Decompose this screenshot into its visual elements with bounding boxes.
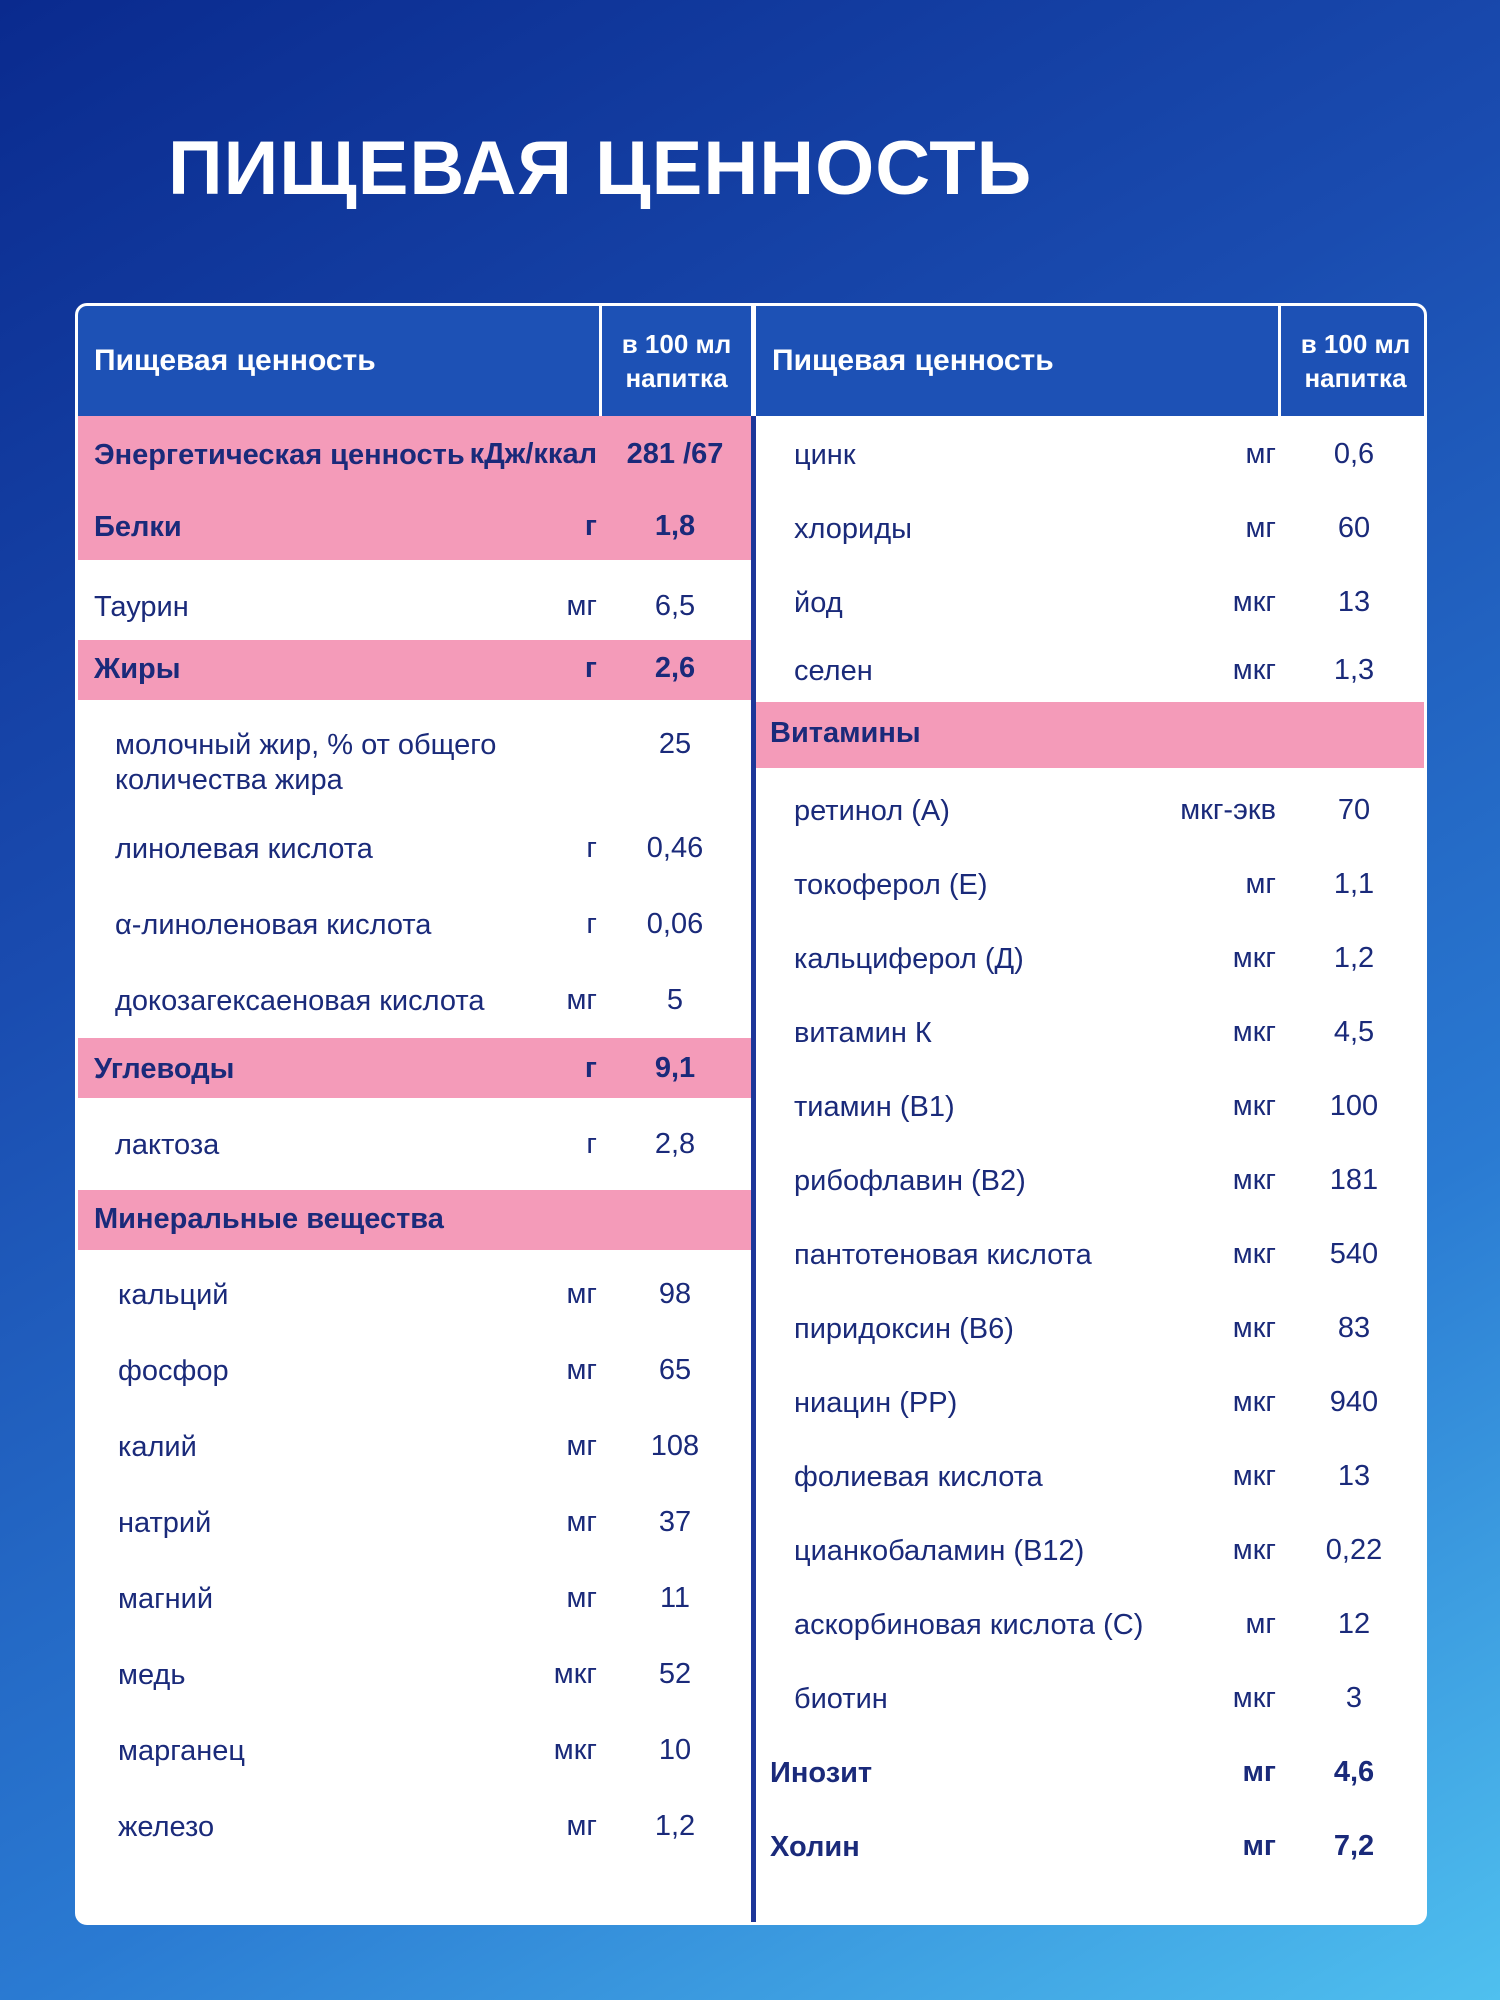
nutrient-value: 60 [1337,512,1371,544]
nutrient-unit: мг [566,1810,597,1842]
nutrient-value: 1,2 [1333,942,1375,974]
nutrient-name: хлориды [794,513,912,545]
right-header-name: Пищевая ценность [772,344,1054,377]
nutrient-unit: мкг-экв [1180,794,1276,826]
nutrient-name: селен [794,655,873,687]
right-row-13 [756,1360,1427,1434]
nutrient-name: цинк [794,439,856,471]
nutrient-unit: мг [566,1354,597,1386]
nutrient-value: 98 [658,1278,692,1310]
nutrient-unit: мкг [1232,1534,1276,1566]
nutrient-unit: мкг [1232,1312,1276,1344]
left-row-0 [78,416,751,488]
nutrient-name: Минеральные вещества [94,1203,444,1235]
nutrient-name: марганец [118,1735,246,1767]
nutrient-name: фолиевая кислота [794,1461,1043,1493]
nutrient-name: пиридоксин (В6) [794,1313,1014,1345]
nutrient-value: 7,2 [1333,1830,1375,1862]
right-row-5 [756,768,1427,842]
left-column [78,306,751,1922]
right-row-3 [756,638,1427,702]
nutrient-name: медь [118,1659,186,1691]
left-row-3 [78,640,751,700]
left-row-17 [78,1706,751,1782]
nutrient-name: цианкобаламин (В12) [794,1535,1085,1567]
right-row-9 [756,1064,1427,1138]
nutrient-value: 25 [658,728,692,760]
right-row-16 [756,1582,1427,1656]
right-header [756,306,1427,416]
nutrient-unit: мкг [1232,1386,1276,1418]
nutrient-name: пантотеновая кислота [794,1239,1092,1271]
nutrient-unit: г [586,1128,597,1160]
left-row-1 [78,488,751,560]
nutrient-value: 1,8 [654,510,696,542]
nutrient-value: 4,6 [1333,1756,1375,1788]
right-row-18 [756,1730,1427,1804]
nutrient-unit: г [586,832,597,864]
nutrient-value: 2,6 [654,652,696,684]
left-row-12 [78,1326,751,1402]
nutrient-unit: мкг [1232,1164,1276,1196]
right-row-17 [756,1656,1427,1730]
nutrient-value: 13 [1337,1460,1371,1492]
right-row-6 [756,842,1427,916]
nutrient-value: 1,3 [1333,654,1375,686]
nutrient-unit: г [586,908,597,940]
nutrient-name: аскорбиновая кислота (С) [794,1609,1144,1641]
nutrient-unit: мг [1245,512,1276,544]
right-row-19 [756,1804,1427,1878]
nutrient-value: 3 [1345,1682,1363,1714]
nutrient-unit: мг [566,984,597,1016]
nutrient-value: 70 [1337,794,1371,826]
nutrient-name: Таурин [94,591,189,623]
nutrient-value: 52 [658,1658,692,1690]
nutrient-name: Витамины [770,717,921,749]
nutrient-name: кальций [118,1279,229,1311]
nutrient-name: натрий [118,1507,212,1539]
nutrient-value: 13 [1337,586,1371,618]
nutrient-value: 940 [1329,1386,1379,1418]
nutrient-value: 11 [659,1582,691,1614]
nutrient-unit: мг [566,1430,597,1462]
left-row-10 [78,1190,751,1250]
nutrient-name: Холин [770,1831,860,1863]
nutrient-value: 100 [1329,1090,1379,1122]
nutrient-name: витамин К [794,1017,932,1049]
nutrient-value: 0,46 [646,832,704,864]
nutrient-unit: кДж/ккал [469,438,597,470]
nutrient-value: 108 [650,1430,700,1462]
nutrient-value: 1,2 [654,1810,696,1842]
right-row-8 [756,990,1427,1064]
nutrient-name: йод [794,587,843,619]
nutrient-value: 1,1 [1333,868,1375,900]
nutrient-name: Энергетическая ценность [94,439,465,471]
nutrient-unit: мкг [1232,1682,1276,1714]
right-row-10 [756,1138,1427,1212]
nutrient-unit: мг [1242,1830,1276,1862]
page-title: ПИЩЕВАЯ ЦЕННОСТЬ [168,126,1033,211]
right-row-11 [756,1212,1427,1286]
left-row-15 [78,1554,751,1630]
nutrient-value: 6,5 [654,590,696,622]
nutrient-name: железо [118,1811,215,1843]
left-header-name: Пищевая ценность [94,344,376,377]
nutrient-name: докозагексаеновая кислота [115,985,485,1017]
nutrient-value: 65 [658,1354,692,1386]
nutrient-name: ниацин (РР) [794,1387,958,1419]
nutrient-unit: мг [566,1506,597,1538]
right-row-4 [756,702,1427,768]
left-row-16 [78,1630,751,1706]
nutrient-value: 83 [1337,1312,1371,1344]
nutrient-name: биотин [794,1683,888,1715]
nutrient-unit: г [584,1052,597,1084]
nutrient-value: 12 [1337,1608,1371,1640]
nutrient-name: токоферол (Е) [794,869,988,901]
left-row-14 [78,1478,751,1554]
nutrient-value: 4,5 [1333,1016,1375,1048]
nutrient-unit: мг [1242,1756,1276,1788]
nutrient-name: Белки [94,511,182,543]
nutrient-value: 0,06 [646,908,704,940]
nutrient-name: рибофлавин (В2) [794,1165,1026,1197]
nutrient-name: фосфор [118,1355,229,1387]
nutrient-name: молочный жир, % от общего количества жира [115,729,497,796]
left-header [78,306,751,416]
right-header-unit: в 100 мл напитка [1278,306,1427,416]
nutrition-table [75,303,1427,1925]
nutrient-unit: мг [1245,1608,1276,1640]
nutrient-name: Жиры [94,653,181,685]
right-row-1 [756,490,1427,564]
nutrient-value: 540 [1329,1238,1379,1270]
right-row-12 [756,1286,1427,1360]
nutrient-value: 5 [666,984,684,1016]
nutrient-unit: мкг [1232,1016,1276,1048]
nutrient-unit: мкг [1232,1238,1276,1270]
left-row-8 [78,1038,751,1098]
nutrient-unit: мг [1245,868,1276,900]
left-row-5 [78,810,751,886]
left-row-13 [78,1402,751,1478]
nutrient-unit: мг [566,1278,597,1310]
left-header-unit: в 100 мл напитка [599,306,751,416]
left-row-18 [78,1782,751,1858]
left-row-7 [78,962,751,1038]
right-row-14 [756,1434,1427,1508]
left-row-11 [78,1250,751,1326]
right-row-0 [756,416,1427,490]
nutrient-name: тиамин (В1) [794,1091,955,1123]
nutrient-name: Инозит [770,1757,873,1789]
nutrient-unit: мкг [1232,1460,1276,1492]
nutrient-name: калий [118,1431,197,1463]
left-row-2 [78,560,751,640]
nutrient-unit: мг [566,590,597,622]
right-column [756,306,1427,1922]
nutrient-value: 181 [1329,1164,1379,1196]
nutrient-value: 2,8 [654,1128,696,1160]
nutrient-value: 0,22 [1325,1534,1383,1566]
left-row-4 [78,700,751,810]
nutrient-name: кальциферол (Д) [794,943,1024,975]
right-row-2 [756,564,1427,638]
nutrient-unit: мкг [1232,942,1276,974]
nutrient-name: линолевая кислота [115,833,373,865]
nutrient-value: 9,1 [654,1052,696,1084]
nutrient-unit: г [584,510,597,542]
nutrient-name: Углеводы [94,1053,235,1085]
nutrient-unit: г [584,652,597,684]
nutrient-value: 10 [658,1734,692,1766]
nutrient-unit: мкг [553,1658,597,1690]
right-row-7 [756,916,1427,990]
nutrient-unit: мкг [1232,586,1276,618]
right-row-15 [756,1508,1427,1582]
left-row-9 [78,1098,751,1190]
nutrient-unit: мкг [553,1734,597,1766]
nutrient-name: лактоза [115,1129,220,1161]
nutrient-value: 37 [658,1506,692,1538]
nutrient-name: магний [118,1583,214,1615]
nutrient-value: 281 /67 [626,438,724,470]
nutrient-value: 0,6 [1333,438,1375,470]
nutrient-unit: мг [566,1582,597,1614]
nutrient-unit: мг [1245,438,1276,470]
nutrient-unit: мкг [1232,1090,1276,1122]
left-row-6 [78,886,751,962]
nutrient-name: ретинол (А) [794,795,950,827]
nutrient-name: α-линоленовая кислота [115,909,432,941]
nutrient-unit: мкг [1232,654,1276,686]
